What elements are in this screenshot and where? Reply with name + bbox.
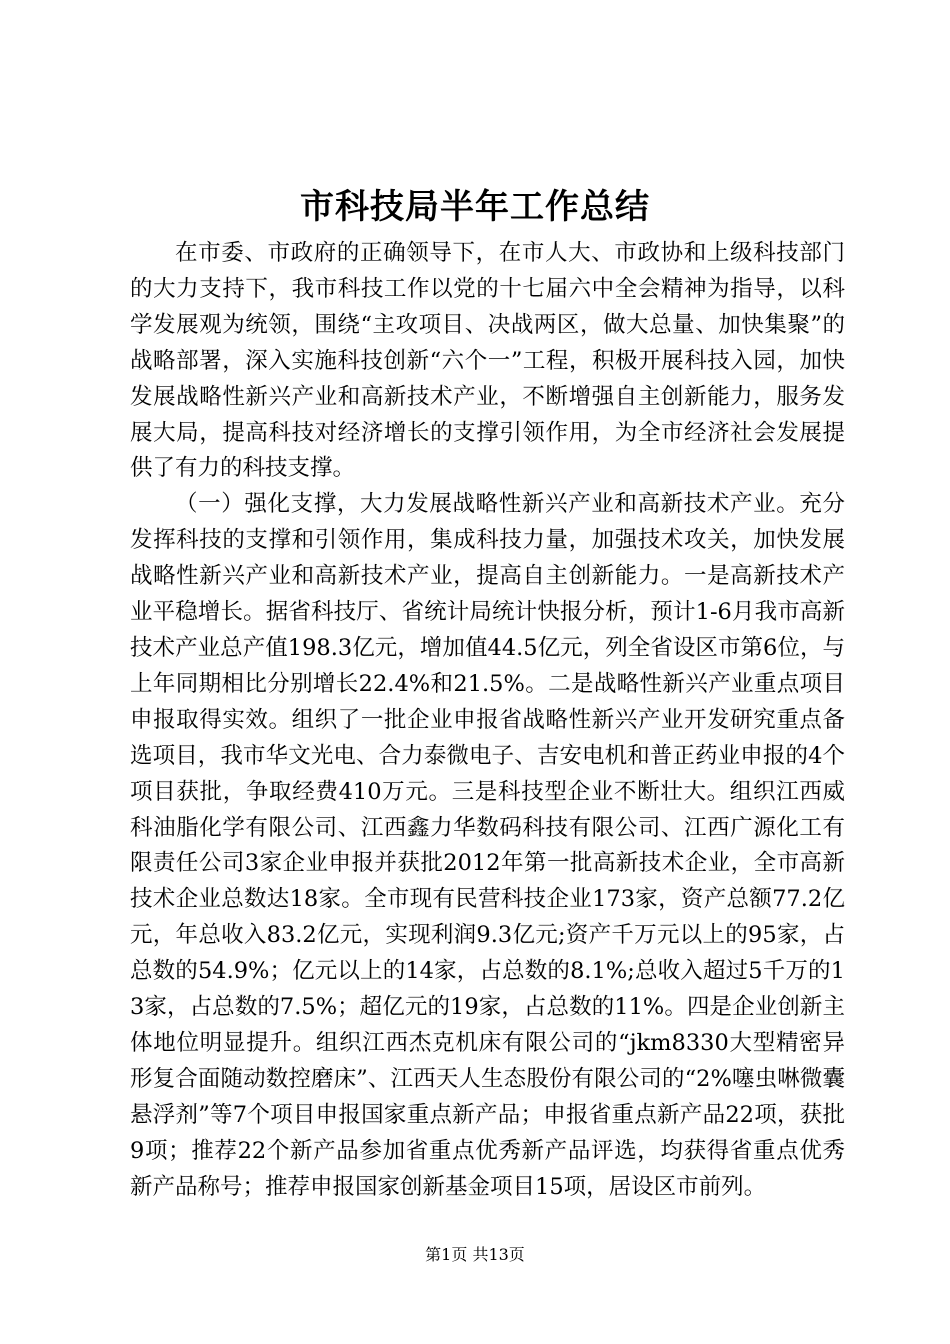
paragraph-section-1: （一）强化支撑，大力发展战略性新兴产业和高新技术产业。充分发挥科技的支撑和引领作用，集成科技力量，加强技术攻关，加快发展战略性新兴产业和高新技术产业，提高自主创新能力。一是高新技术产业平稳增长。据省科技厅、省统计局统计快报分析，预计1-6月我市高新技术产业总产值198.3亿元，增加值44.5亿元，列全省设区市第6位，与上年同期相比分别增长22.4%和21.5%。二是战略性新兴产业重点项目申报取得实效。组织了一批企业申报省战略性新兴产业开发研究重点备选项目，我市华文光电、合力泰微电子、吉安电机和普正药业申报的4个项目获批，争取经费410万元。三是科技型企业不断壮大。组织江西威科油脂化学有限公司、江西鑫力华数码科技有限公司、江西广源化工有限责任公司3家企业申报并获批2012年第一批高新技术企业，全市高新技术企业总数达18家。全市现有民营科技企业173家，资产总额77.2亿元，年总收入83.2亿元，实现利润9.3亿元;资产千万元以上的95家，占总数的54.9%；亿元以上的14家，占总数的8.1%;总收入超过5千万的13家，占总数的7.5%；超亿元的19家，占总数的11%。四是企业创新主体地位明显提升。组织江西杰克机床有限公司的“jkm8330大型精密异形复合面随动数控磨床”、江西天人生态股份有限公司的“2%噻虫啉微囊悬浮剂”等7个项目申报国家重点新产品；申报省重点新产品22项，获批9项；推荐22个新产品参加省重点优秀新产品评选，均获得省重点优秀新产品称号；推荐申报国家创新基金项目15项，居设区市前列。 (130, 491, 845, 1200)
paragraph-intro: 在市委、市政府的正确领导下，在市人大、市政协和上级科技部门的大力支持下，我市科技工作以党的十七届六中全会精神为指导，以科学发展观为统领，围绕“主攻项目、决战两区，做大总量、加快集聚”的战略部署，深入实施科技创新“六个一”工程，积极开展科技入园，加快发展战略性新兴产业和高新技术产业，不断增强自主创新能力，服务发展大局，提高科技对经济增长的支撑引领作用，为全市经济社会发展提供了有力的科技支撑。 (130, 240, 845, 482)
page-title: 市科技局半年工作总结 (300, 187, 650, 227)
page-footer: 第1页 共13页 (425, 1245, 525, 1264)
document-body (130, 236, 845, 1205)
